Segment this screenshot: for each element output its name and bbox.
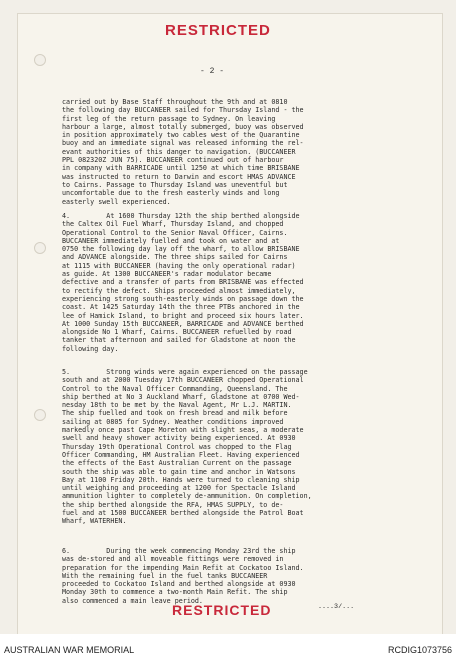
text-line: as guide. At 1300 BUCCANEER's radar modulator became [62, 270, 272, 279]
text-line: buoy and an immediate signal was released informing the rel- [62, 139, 304, 148]
text-line: Bay at 1100 Friday 20th. Hands were turned to cleaning ship [62, 475, 300, 484]
text-line: coast. At 1425 Saturday 14th the three PTBs anchored in the [62, 303, 300, 312]
text-line: BUCCANEER immediately fuelled and took on water and at [62, 236, 280, 245]
text-line: The ship fuelled and took on fresh bread and milk before [62, 409, 288, 418]
text-line: easterly swell experienced. [62, 197, 171, 206]
text-line: Operational Control to the Senior Naval Officer, Cairns. [62, 228, 288, 237]
text-line: PPL 082320Z JUN 75). BUCCANEER continued out of harbour [62, 156, 284, 165]
text-line: harbour a large, almost totally submerged, buoy was observed [62, 122, 304, 131]
paragraph-3-continuation [62, 98, 392, 206]
text-line: evant authorities of this danger to navigation. (BUCCANEER [62, 147, 296, 156]
paragraph-4 [62, 212, 392, 353]
text-line: defective and a transfer of parts from BRISBANE was effected [62, 278, 304, 287]
text-line: following day. [62, 344, 119, 353]
text-line: also commenced a main leave period. [62, 596, 203, 605]
text-line: to rectify the defect. Ships proceeded almost immediately, [62, 286, 296, 295]
text-line: alongside No 1 Wharf, Cairns. BUCCANEER refuelled by road [62, 328, 292, 337]
punch-hole [34, 242, 46, 254]
text-line: 4. At 1600 Thursday 12th the ship berthed alongside [62, 212, 300, 220]
text-line: the effects of the East Australian Current on the passage [62, 459, 292, 468]
text-line: 0750 the following day lay off the wharf, to allow BRISBANE [62, 245, 300, 254]
restricted-stamp-top: RESTRICTED [165, 22, 271, 39]
text-line: south and at 2000 Tuesday 17th BUCCANEER chopped Operational [62, 376, 304, 385]
text-line: Monday 30th to commence a two-month Main Refit. The ship [62, 588, 288, 597]
text-line: 6. During the week commencing Monday 23rd the ship [62, 547, 296, 555]
text-line: was instructed to return to Darwin and escort HMAS ADVANCE [62, 172, 296, 181]
text-line: Officer Commanding, HM Australian Fleet. Having experienced [62, 450, 300, 459]
text-line: fuel and at 1500 BUCCANEER berthed alongside the Patrol Boat [62, 509, 304, 518]
text-line: Wharf, WATERHEN. [62, 517, 127, 526]
text-line: swell and heavy shower activity being experienced. At 0930 [62, 434, 296, 443]
text-line: uncomfortable due to the fresh easterly winds and long [62, 189, 280, 198]
continuation-marker: ....3/... [318, 603, 355, 611]
text-line: at 1115 with BUCCANEER (having the only operational radar) [62, 261, 296, 270]
text-line: until weighing and proceeding at 1200 for Spectacle Island [62, 484, 296, 493]
text-line: tanker that afternoon and sailed for Gladstone at noon the [62, 336, 296, 345]
archive-footer [0, 634, 456, 666]
text-line: sailing at 0805 for Sydney. Weather conditions improved [62, 417, 284, 426]
text-line: the Caltex Oil Fuel Wharf, Thursday Island, and chopped [62, 220, 284, 229]
text-line: in company with BARRICADE until 1250 at which time BRISBANE [62, 164, 300, 173]
text-line: Thursday 19th Operational Control was chopped to the Flag [62, 442, 292, 451]
page-number: - 2 - [200, 67, 225, 76]
text-line: carried out by Base Staff throughout the 9th and at 0810 [62, 98, 288, 106]
text-line: 5. Strong winds were again experienced on the passage [62, 368, 308, 376]
text-line: experiencing strong south-easterly winds on passage down the [62, 294, 304, 303]
text-line: markedly once past Cape Moreton with slight seas, a moderate [62, 426, 304, 435]
text-line: south the ship was able to gain time and anchor in Watsons [62, 467, 296, 476]
text-line: the ship berthed alongside the RFA, HMAS SUPPLY, to de- [62, 500, 284, 509]
text-line: ammunition lighter to completely de-ammunition. On completion, [62, 492, 312, 501]
text-line: lee of Hamick Island, to bright and proceed six hours later. [62, 311, 304, 320]
text-line: in position approximately two cables west of the Quarantine [62, 131, 300, 140]
punch-hole [34, 409, 46, 421]
paragraph-5 [62, 368, 392, 526]
restricted-stamp-bottom: RESTRICTED [172, 602, 272, 618]
footer-institution: AUSTRALIAN WAR MEMORIAL [4, 645, 135, 655]
punch-hole [34, 54, 46, 66]
text-line: the following day BUCCANEER sailed for Thursday Island - the [62, 106, 304, 115]
text-line: Control to the Naval Officer Commanding, Queensland. The [62, 384, 288, 393]
text-line: first leg of the return passage to Sydney. On leaving [62, 114, 276, 123]
text-line: was de-stored and all moveable fittings were removed in [62, 555, 284, 564]
text-line: With the remaining fuel in the fuel tanks BUCCANEER [62, 571, 268, 580]
text-line: At 1000 Sunday 15th BUCCANEER, BARRICADE and ADVANCE berthed [62, 319, 304, 328]
text-line: preparation for the impending Main Refit at Cockatoo Island. [62, 563, 304, 572]
text-line: to Cairns. Passage to Thursday Island was uneventful but [62, 180, 288, 189]
footer-record-id: RCDIG1073756 [387, 645, 452, 655]
paragraph-6 [62, 547, 392, 605]
text-line: proceeded to Cockatoo Island and berthed alongside at 0930 [62, 580, 296, 589]
text-line: nesday 18th to be met by the Naval Agent, Mr L.J. MARTIN. [62, 401, 292, 410]
text-line: and ADVANCE alongside. The three ships sailed for Cairns [62, 253, 288, 262]
text-line: ship berthed at No 3 Auckland Wharf, Gladstone at 0700 Wed- [62, 392, 300, 401]
